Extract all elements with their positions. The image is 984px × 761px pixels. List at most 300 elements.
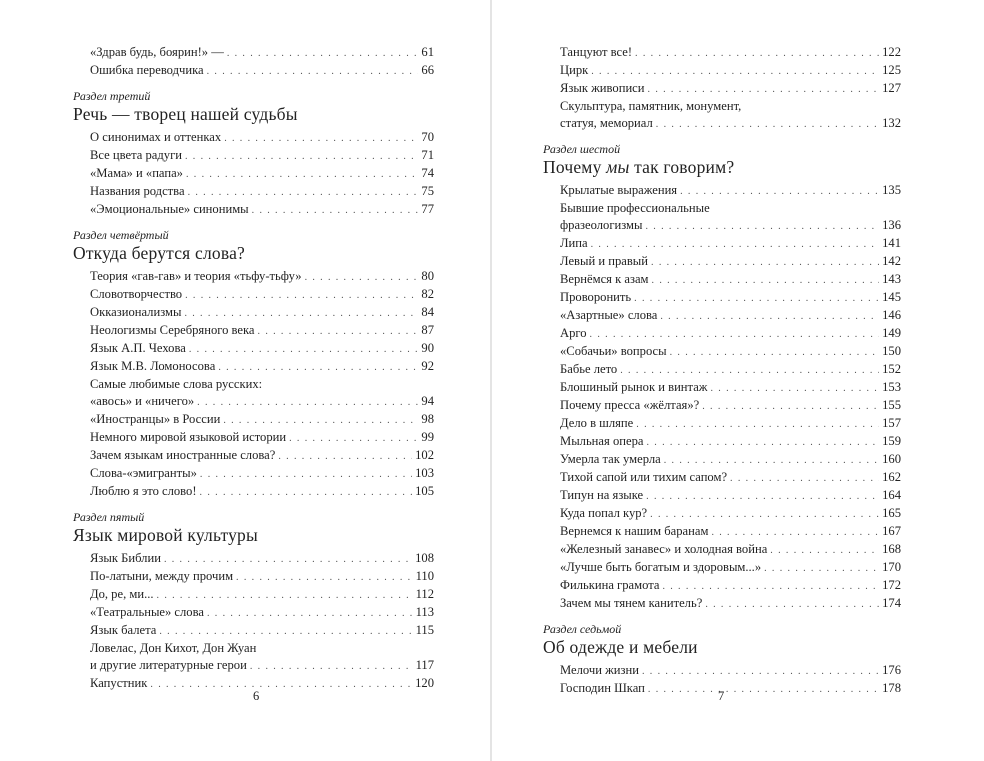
entry-page: 136 bbox=[882, 218, 901, 232]
toc-entry bbox=[90, 550, 434, 568]
entry-title: Бабье лето bbox=[560, 362, 618, 376]
section-title: Язык мировой культуры bbox=[73, 525, 258, 545]
dot-leader bbox=[159, 623, 412, 640]
toc-entry bbox=[560, 523, 901, 541]
entry-page: 112 bbox=[415, 587, 434, 601]
entry-page: 70 bbox=[421, 130, 434, 144]
entry-row bbox=[90, 183, 434, 201]
dot-leader bbox=[189, 341, 419, 358]
toc-entry bbox=[90, 183, 434, 201]
entry-page: 94 bbox=[421, 394, 434, 408]
entry-title: Тихой сапой или тихим сапом? bbox=[560, 470, 728, 484]
toc-entry bbox=[90, 129, 434, 147]
entry-page: 80 bbox=[421, 269, 434, 283]
entry-page: 150 bbox=[882, 344, 901, 358]
toc-entry bbox=[90, 376, 434, 411]
entry-title: Зачем языкам иностранные слова? bbox=[90, 448, 276, 462]
dot-leader bbox=[591, 236, 879, 253]
entry-title: «Лучше быть богатым и здоровым...» bbox=[560, 560, 762, 574]
dot-leader bbox=[184, 305, 418, 322]
entry-title: Названия родства bbox=[90, 184, 185, 198]
entry-page: 125 bbox=[882, 63, 901, 77]
entry-title: «Театральные» слова bbox=[90, 605, 204, 619]
entry-title: Капустник bbox=[90, 676, 148, 690]
entry-row bbox=[560, 307, 901, 325]
toc-entry bbox=[560, 680, 901, 698]
entry-row bbox=[560, 397, 901, 415]
entry-row bbox=[560, 541, 901, 559]
toc-entry bbox=[90, 675, 434, 693]
section-label: Раздел шестой bbox=[543, 142, 621, 156]
entry-row bbox=[560, 523, 901, 541]
entry-page: 77 bbox=[421, 202, 434, 216]
entry-title-continued: статуя, мемориал bbox=[560, 116, 653, 130]
entry-title: Язык М.В. Ломоносова bbox=[90, 359, 216, 373]
entry-page: 149 bbox=[882, 326, 901, 340]
dot-leader bbox=[186, 166, 418, 183]
entry-row bbox=[560, 44, 901, 62]
entry-row bbox=[90, 622, 434, 640]
toc-entry bbox=[560, 98, 901, 133]
dot-leader bbox=[250, 658, 413, 675]
entry-title: Все цвета радуги bbox=[90, 148, 182, 162]
toc-entry bbox=[560, 80, 901, 98]
entry-row bbox=[90, 165, 434, 183]
entry-title: Филькина грамота bbox=[560, 578, 660, 592]
entry-title: «Здрав будь, боярин!» — bbox=[90, 45, 224, 59]
entry-row bbox=[560, 680, 901, 698]
toc-entry bbox=[90, 165, 434, 183]
toc-entry bbox=[90, 622, 434, 640]
toc-entry bbox=[560, 379, 901, 397]
entry-row bbox=[90, 393, 434, 411]
section-title: Речь — творец нашей судьбы bbox=[73, 104, 298, 124]
entry-page: 66 bbox=[421, 63, 434, 77]
toc-column bbox=[73, 44, 434, 693]
entry-row bbox=[560, 487, 901, 505]
entry-title: Самые любимые слова русских: bbox=[90, 377, 263, 391]
entry-title: По-латыни, между прочим bbox=[90, 569, 234, 583]
dot-leader bbox=[642, 663, 879, 680]
section-heading bbox=[73, 228, 434, 264]
entry-page: 153 bbox=[882, 380, 901, 394]
toc-entry bbox=[560, 182, 901, 200]
toc-entry bbox=[90, 201, 434, 219]
entry-page: 157 bbox=[882, 416, 901, 430]
entry-title: «Мама» и «папа» bbox=[90, 166, 183, 180]
toc-entry bbox=[560, 469, 901, 487]
entry-title: Почему пресса «жёлтая»? bbox=[560, 398, 700, 412]
entry-row bbox=[560, 115, 901, 133]
toc-entry bbox=[560, 62, 901, 80]
dot-leader bbox=[200, 484, 413, 501]
entry-row bbox=[560, 325, 901, 343]
entry-page: 172 bbox=[882, 578, 901, 592]
entry-row bbox=[90, 675, 434, 693]
dot-leader bbox=[289, 430, 418, 447]
entry-page: 84 bbox=[421, 305, 434, 319]
entry-page: 99 bbox=[421, 430, 434, 444]
entry-title: Липа bbox=[560, 236, 588, 250]
entry-title-continued: и другие литературные герои bbox=[90, 658, 247, 672]
toc-entry bbox=[560, 541, 901, 559]
section-heading bbox=[73, 510, 434, 546]
entry-page: 102 bbox=[415, 448, 434, 462]
dot-leader bbox=[652, 272, 880, 289]
entry-title: Типун на языке bbox=[560, 488, 644, 502]
entry-page: 105 bbox=[415, 484, 434, 498]
toc-entry bbox=[560, 289, 901, 307]
toc-entry bbox=[90, 447, 434, 465]
entry-row bbox=[560, 433, 901, 451]
entry-row bbox=[90, 447, 434, 465]
entry-row bbox=[90, 340, 434, 358]
toc-column bbox=[543, 44, 901, 698]
dot-leader bbox=[157, 587, 413, 604]
entry-row bbox=[90, 268, 434, 286]
entry-row bbox=[560, 559, 901, 577]
entry-row bbox=[90, 129, 434, 147]
dot-leader bbox=[258, 323, 419, 340]
toc-entry bbox=[560, 595, 901, 613]
entry-title: Зачем мы тянем канитель? bbox=[560, 596, 703, 610]
entry-page: 108 bbox=[415, 551, 434, 565]
entry-page: 178 bbox=[882, 681, 901, 695]
entry-title: «Железный занавес» и холодная война bbox=[560, 542, 768, 556]
entry-title: Люблю я это слово! bbox=[90, 484, 197, 498]
entry-page: 82 bbox=[421, 287, 434, 301]
toc-entry bbox=[560, 487, 901, 505]
dot-leader bbox=[664, 452, 879, 469]
toc-entry bbox=[560, 200, 901, 235]
entry-row bbox=[560, 62, 901, 80]
entry-row bbox=[560, 505, 901, 523]
entry-row bbox=[90, 411, 434, 429]
toc-entry bbox=[90, 358, 434, 376]
toc-entry bbox=[560, 397, 901, 415]
entry-page: 90 bbox=[421, 341, 434, 355]
section-label: Раздел пятый bbox=[73, 510, 145, 524]
entry-row bbox=[560, 182, 901, 200]
toc-entry bbox=[560, 307, 901, 325]
entry-page: 98 bbox=[421, 412, 434, 426]
entry-page: 145 bbox=[882, 290, 901, 304]
section-heading bbox=[543, 622, 901, 658]
toc-entry bbox=[560, 559, 901, 577]
entry-page: 122 bbox=[882, 45, 901, 59]
toc-entry bbox=[560, 235, 901, 253]
entry-row bbox=[560, 451, 901, 469]
entry-row bbox=[90, 586, 434, 604]
entry-page: 176 bbox=[882, 663, 901, 677]
toc-entry bbox=[560, 433, 901, 451]
entry-title-continued: «авось» и «ничего» bbox=[90, 394, 195, 408]
entry-title: Куда попал кур? bbox=[560, 506, 648, 520]
entry-title: О синонимах и оттенках bbox=[90, 130, 222, 144]
entry-title: Мыльная опера bbox=[560, 434, 644, 448]
entry-title: Ошибка переводчика bbox=[90, 63, 204, 77]
entry-page: 143 bbox=[882, 272, 901, 286]
entry-page: 61 bbox=[421, 45, 434, 59]
entry-row bbox=[90, 44, 434, 62]
entry-title: Крылатые выражения bbox=[560, 183, 678, 197]
entry-row bbox=[90, 465, 434, 483]
entry-title: Левый и правый bbox=[560, 254, 649, 268]
section-label: Раздел третий bbox=[73, 89, 151, 103]
toc-entry bbox=[90, 286, 434, 304]
toc-entry bbox=[90, 568, 434, 586]
entry-page: 174 bbox=[882, 596, 901, 610]
entry-row bbox=[560, 361, 901, 379]
toc-entry bbox=[90, 62, 434, 80]
entry-row bbox=[560, 80, 901, 98]
toc-entry bbox=[560, 361, 901, 379]
entry-row bbox=[90, 147, 434, 165]
dot-leader bbox=[650, 506, 879, 523]
entry-row bbox=[90, 62, 434, 80]
toc-entry bbox=[90, 604, 434, 622]
entry-page: 152 bbox=[882, 362, 901, 376]
entry-title: Неологизмы Серебряного века bbox=[90, 323, 255, 337]
entry-title: Язык живописи bbox=[560, 81, 645, 95]
dot-leader bbox=[711, 524, 879, 541]
entry-page: 142 bbox=[882, 254, 901, 268]
entry-page: 71 bbox=[421, 148, 434, 162]
entry-title: Немного мировой языковой истории bbox=[90, 430, 287, 444]
entry-page: 160 bbox=[882, 452, 901, 466]
toc-entry bbox=[90, 322, 434, 340]
entry-page: 132 bbox=[882, 116, 901, 130]
dot-leader bbox=[200, 466, 412, 483]
entry-row bbox=[90, 657, 434, 675]
entry-row bbox=[560, 415, 901, 433]
entry-row bbox=[560, 577, 901, 595]
toc-entry bbox=[560, 343, 901, 361]
entry-row bbox=[90, 201, 434, 219]
entry-page: 165 bbox=[882, 506, 901, 520]
entry-title: Вернёмся к азам bbox=[560, 272, 649, 286]
entry-title: «Эмоциональные» синонимы bbox=[90, 202, 249, 216]
entry-page: 146 bbox=[882, 308, 901, 322]
dot-leader bbox=[635, 45, 879, 62]
entry-row bbox=[560, 343, 901, 361]
dot-leader bbox=[648, 681, 879, 698]
dot-leader bbox=[634, 290, 879, 307]
toc-entry bbox=[560, 662, 901, 680]
section-title: Об одежде и мебели bbox=[543, 637, 698, 657]
entry-page: 110 bbox=[415, 569, 434, 583]
section-title: Откуда берутся слова? bbox=[73, 243, 246, 263]
entry-title: Блошиный рынок и винтаж bbox=[560, 380, 708, 394]
dot-leader bbox=[656, 116, 879, 133]
dot-leader bbox=[591, 63, 879, 80]
entry-page: 170 bbox=[882, 560, 901, 574]
dot-leader bbox=[764, 560, 879, 577]
section-heading bbox=[543, 142, 901, 178]
page-number: 6 bbox=[253, 689, 260, 703]
entry-row bbox=[560, 469, 901, 487]
entry-title: Теория «гав-гав» и теория «тьфу-тьфу» bbox=[90, 269, 302, 283]
entry-page: 92 bbox=[421, 359, 434, 373]
entry-page: 155 bbox=[882, 398, 901, 412]
dot-leader bbox=[218, 359, 418, 376]
entry-title: Слова-«эмигранты» bbox=[90, 466, 197, 480]
dot-leader bbox=[636, 416, 879, 433]
entry-page: 162 bbox=[882, 470, 901, 484]
dot-leader bbox=[620, 362, 879, 379]
entry-page: 135 bbox=[882, 183, 901, 197]
section-label: Раздел четвёртый bbox=[73, 228, 169, 242]
section-heading bbox=[73, 89, 434, 125]
dot-leader bbox=[662, 578, 879, 595]
entry-row bbox=[560, 662, 901, 680]
entry-row bbox=[90, 322, 434, 340]
dot-leader bbox=[164, 551, 412, 568]
toc-entry bbox=[90, 268, 434, 286]
dot-leader bbox=[236, 569, 413, 586]
dot-leader bbox=[645, 218, 879, 235]
entry-page: 75 bbox=[421, 184, 434, 198]
entry-row bbox=[90, 429, 434, 447]
entry-title: Язык балета bbox=[90, 623, 157, 637]
right-page bbox=[492, 0, 984, 761]
toc-entry bbox=[90, 483, 434, 501]
dot-leader bbox=[188, 184, 419, 201]
toc-entry bbox=[560, 415, 901, 433]
entry-title: Вернемся к нашим баранам bbox=[560, 524, 709, 538]
dot-leader bbox=[680, 183, 879, 200]
entry-row bbox=[90, 483, 434, 501]
dot-leader bbox=[185, 287, 418, 304]
dot-leader bbox=[227, 45, 419, 62]
entry-title: Окказионализмы bbox=[90, 305, 182, 319]
toc-entry bbox=[90, 640, 434, 675]
entry-title: «Иностранцы» в России bbox=[90, 412, 221, 426]
dot-leader bbox=[730, 470, 879, 487]
section-title: Почему мы так говорим? bbox=[543, 157, 735, 177]
entry-title: До, ре, ми... bbox=[90, 587, 154, 601]
entry-row bbox=[560, 379, 901, 397]
entry-page: 159 bbox=[882, 434, 901, 448]
dot-leader bbox=[224, 130, 418, 147]
toc-entry bbox=[560, 577, 901, 595]
entry-title: Язык А.П. Чехова bbox=[90, 341, 186, 355]
toc-entry bbox=[90, 465, 434, 483]
dot-leader bbox=[590, 326, 880, 343]
entry-title: Скульптура, памятник, монумент, bbox=[560, 99, 742, 113]
dot-leader bbox=[646, 488, 879, 505]
entry-title: Господин Шкап bbox=[560, 681, 645, 695]
dot-leader bbox=[305, 269, 419, 286]
dot-leader bbox=[705, 596, 879, 613]
entry-title: «Азартные» слова bbox=[560, 308, 658, 322]
entry-row bbox=[90, 286, 434, 304]
entry-title-continued: фразеологизмы bbox=[560, 218, 643, 232]
entry-page: 113 bbox=[415, 605, 434, 619]
entry-title: Ловелас, Дон Кихот, Дон Жуан bbox=[90, 641, 257, 655]
entry-title: Бывшие профессиональные bbox=[560, 201, 710, 215]
entry-page: 120 bbox=[415, 676, 434, 690]
entry-row bbox=[560, 235, 901, 253]
left-page bbox=[0, 0, 490, 761]
entry-page: 127 bbox=[882, 81, 901, 95]
entry-title: Цирк bbox=[560, 63, 589, 77]
entry-page: 87 bbox=[421, 323, 434, 337]
entry-title: Дело в шляпе bbox=[560, 416, 634, 430]
dot-leader bbox=[223, 412, 418, 429]
entry-row bbox=[560, 595, 901, 613]
dot-leader bbox=[207, 605, 413, 622]
entry-title: Проворонить bbox=[560, 290, 632, 304]
section-label: Раздел седьмой bbox=[543, 622, 622, 636]
dot-leader bbox=[252, 202, 419, 219]
entry-page: 167 bbox=[882, 524, 901, 538]
toc-entry bbox=[560, 271, 901, 289]
entry-row bbox=[90, 550, 434, 568]
toc-entry bbox=[560, 44, 901, 62]
entry-page: 74 bbox=[421, 166, 434, 180]
entry-page: 164 bbox=[882, 488, 901, 502]
toc-entry bbox=[90, 147, 434, 165]
entry-page: 168 bbox=[882, 542, 901, 556]
page-number: 7 bbox=[718, 689, 725, 703]
dot-leader bbox=[651, 254, 879, 271]
dot-leader bbox=[207, 63, 419, 80]
entry-row bbox=[560, 253, 901, 271]
entry-row bbox=[560, 217, 901, 235]
dot-leader bbox=[711, 380, 880, 397]
entry-title: Язык Библии bbox=[90, 551, 161, 565]
entry-row bbox=[90, 568, 434, 586]
entry-row bbox=[90, 604, 434, 622]
dot-leader bbox=[185, 148, 418, 165]
toc-entry bbox=[90, 304, 434, 322]
dot-leader bbox=[702, 398, 879, 415]
dot-leader bbox=[646, 434, 879, 451]
entry-page: 103 bbox=[415, 466, 434, 480]
dot-leader bbox=[770, 542, 879, 559]
toc-entry bbox=[560, 253, 901, 271]
entry-row bbox=[90, 304, 434, 322]
dot-leader bbox=[648, 81, 880, 98]
toc-entry bbox=[90, 411, 434, 429]
entry-title: Умерла так умерла bbox=[560, 452, 661, 466]
toc-entry bbox=[560, 451, 901, 469]
dot-leader bbox=[660, 308, 879, 325]
entry-title: «Собачьи» вопросы bbox=[560, 344, 667, 358]
entry-page: 117 bbox=[415, 658, 434, 672]
dot-leader bbox=[278, 448, 412, 465]
toc-entry bbox=[90, 586, 434, 604]
entry-title: Танцуют все! bbox=[560, 45, 633, 59]
dot-leader bbox=[150, 676, 412, 693]
entry-page: 141 bbox=[882, 236, 901, 250]
toc-entry bbox=[90, 429, 434, 447]
toc-entry bbox=[90, 44, 434, 62]
toc-entry bbox=[560, 325, 901, 343]
entry-title: Словотворчество bbox=[90, 287, 183, 301]
dot-leader bbox=[197, 394, 418, 411]
entry-title: Арго bbox=[560, 326, 587, 340]
entry-row bbox=[560, 289, 901, 307]
entry-page: 115 bbox=[415, 623, 434, 637]
entry-title: Мелочи жизни bbox=[560, 663, 639, 677]
toc-entry bbox=[560, 505, 901, 523]
entry-row bbox=[90, 358, 434, 376]
entry-row bbox=[560, 271, 901, 289]
toc-entry bbox=[90, 340, 434, 358]
dot-leader bbox=[670, 344, 880, 361]
